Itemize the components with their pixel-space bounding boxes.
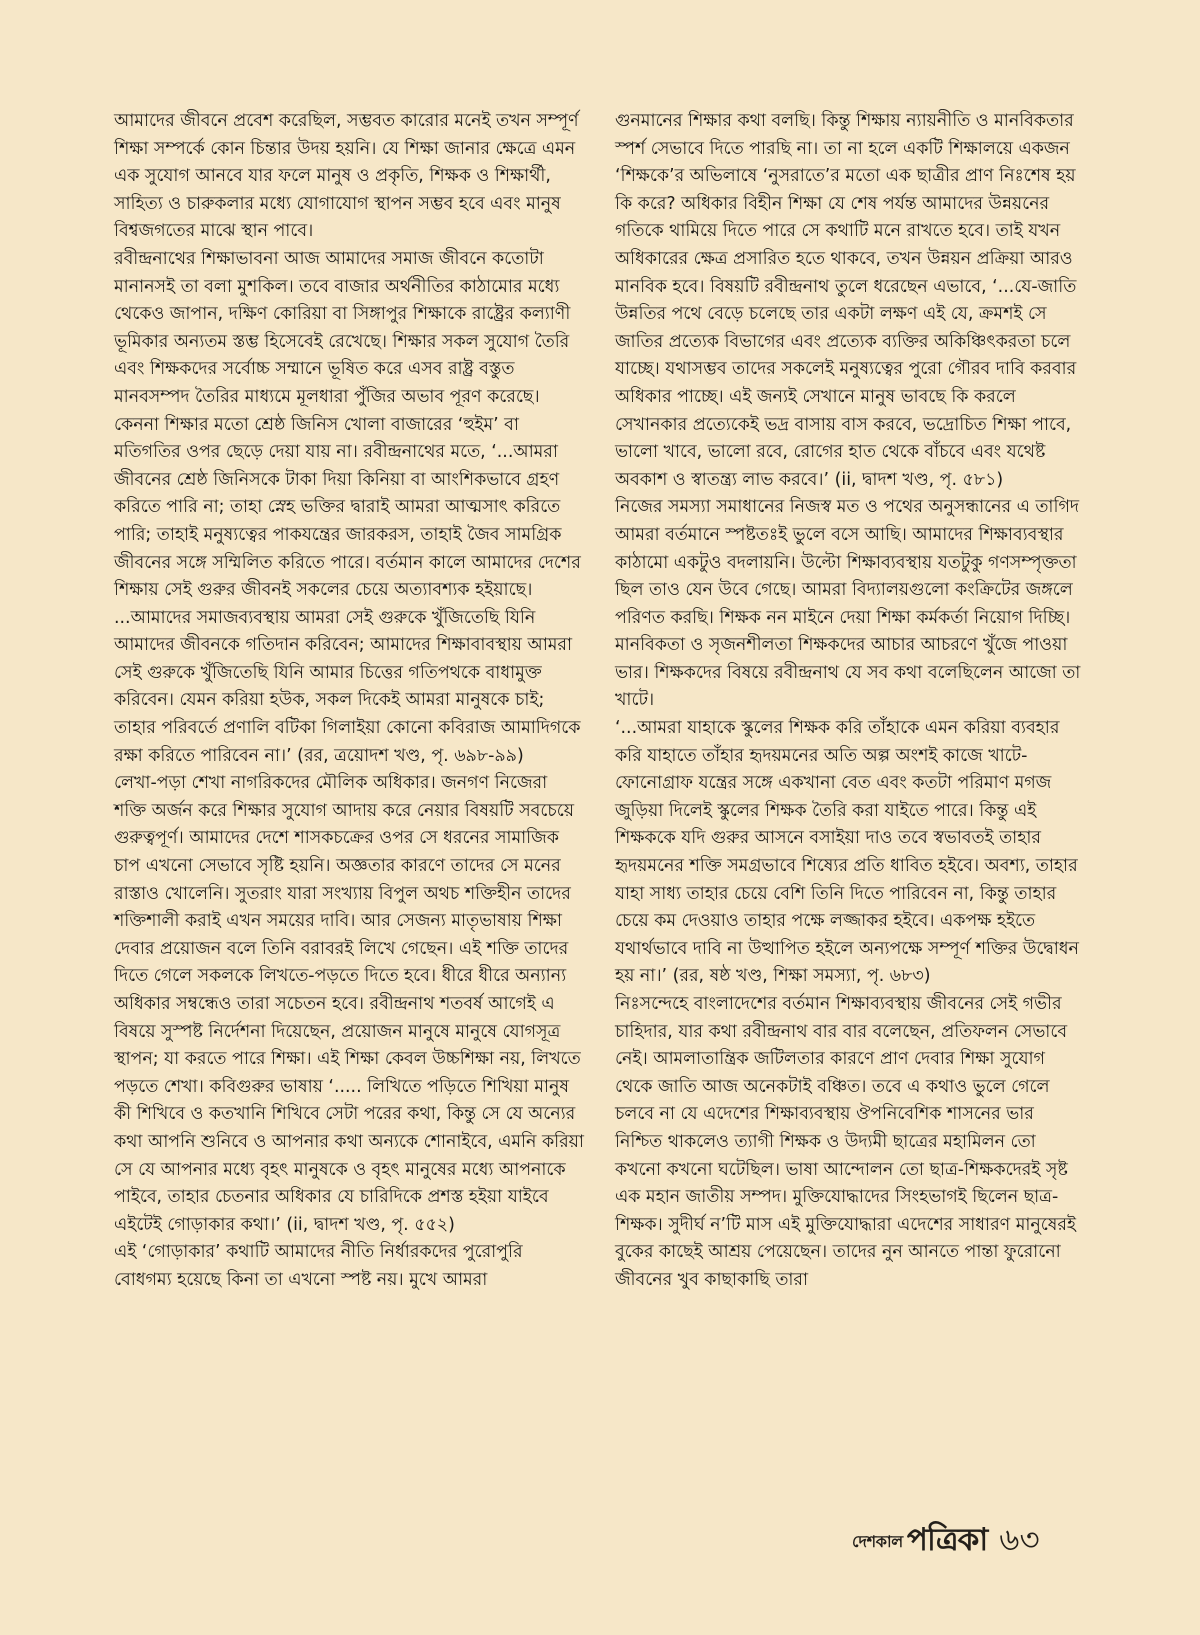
left-column — [114, 108, 584, 1295]
paragraph: নিঃসন্দেহে বাংলাদেশের বর্তমান শিক্ষাব্যবস্থায় জীবনের সেই গভীর চাহিদার, যার কথা রবীন্দ্রনাথ বার বার বলেছেন, প্রতিফলন সেভাবে নেই। আমলাতান্ত্রিক জটিলতার কারণে প্রাণ দেবার শিক্ষা সুযোগ থেকে জাতি আজ অনেকটাই বঞ্চিত। তবে এ কথাও ভুলে গেলে চলবে না যে এদেশের শিক্ষাব্যবস্থায় ঔপনিবেশিক শাসনের ভার নিশ্চিত থাকলেও ত্যাগী শিক্ষক ও উদ্যমী ছাত্রের মহামিলন তো কখনো কখনো ঘটেছিল। ভাষা আন্দোলন তো ছাত্র-শিক্ষকদেরই সৃষ্ট এক মহান জাতীয় সম্পদ। মুক্তিযোদ্ধাদের সিংহভাগই ছিলেন ছাত্র-শিক্ষক। সুদীর্ঘ ন’টি মাস এই মুক্তিযোদ্ধারা এদেশের সাধারণ মানুষেরই বুকের কাছেই আশ্রয় পেয়েছেন। তাদের নুন আনতে পান্তা ফুরোনো জীবনের খুব কাছাকাছি তারা — [615, 994, 1076, 1290]
paragraph: আমাদের জীবনে প্রবেশ করেছিল, সম্ভবত কারোর মনেই তখন সম্পূর্ণ শিক্ষা সম্পর্কে কোন চিন্তার উদয় হয়নি। যে শিক্ষা জানার ক্ষেত্রে এমন এক সুযোগ আনবে যার ফলে মানুষ ও প্রকৃতি, শিক্ষক ও শিক্ষার্থী, সাহিত্য ও চারুকলার মধ্যে যোগাযোগ স্থাপন সম্ভব হবে এবং মানুষ বিশ্বজগতের মাঝে স্থান পাবে। — [114, 111, 579, 242]
right-column — [615, 108, 1085, 1295]
magazine-logo: পত্রিকা — [906, 1522, 988, 1558]
page-footer — [852, 1520, 1040, 1564]
paragraph: গুনমানের শিক্ষার কথা বলছি। কিন্তু শিক্ষায় ন্যায়নীতি ও মানবিকতার স্পর্শ সেভাবে দিতে পারছি না। তা না হলে একটি শিক্ষালয়ে একজন ‘শিক্ষকে’র অভিলাষে ‘নুসরাতে’র মতো এক ছাত্রীর প্রাণ নিঃশেষ হয় কি করে? অধিকার বিহীন শিক্ষা যে শেষ পর্যন্ত আমাদের উন্নয়নের গতিকে থামিয়ে দিতে পারে সে কথাটি মনে রাখতে হবে। তাই যখন অধিকারের ক্ষেত্র প্রসারিত হতে থাকবে, তখন উন্নয়ন প্রক্রিয়া আরও মানবিক হবে। বিষয়টি রবীন্দ্রনাথ তুলে ধরেছেন এভাবে, ‘...যে-জাতি উন্নতির পথে বেড়ে চলেছে তার একটা লক্ষণ এই যে, ক্রমশই সে জাতির প্রত্যেক বিভাগের এবং প্রত্যেক ব্যক্তির অকিঞ্চিৎকরতা চলে যাচ্ছে। যথাসম্ভব তাদের সকলেই মনুষ্যত্বের পুরো গৌরব দাবি করবার অধিকার পাচ্ছে। এই জন্যই সেখানে মানুষ ভাবছে কি করলে সেখানকার প্রত্যেকেই ভদ্র বাসায় বাস করবে, ভদ্রোচিত শিক্ষা পাবে, ভালো খাবে, ভালো রবে, রোগের হাত থেকে বাঁচবে এবং যথেষ্ট অবকাশ ও স্বাতন্ত্র্য লাভ করবে।’ (ii, দ্বাদশ খণ্ড, পৃ. ৫৮১) — [615, 111, 1077, 490]
paragraph: ‘...আমরা যাহাকে স্কুলের শিক্ষক করি তাঁহাকে এমন করিয়া ব্যবহার করি যাহাতে তাঁহার হৃদয়মনের অতি অল্প অংশই কাজে খাটে-ফোনোগ্রাফ যন্ত্রের সঙ্গে একখানা বেত এবং কতটা পরিমাণ মগজ জুড়িয়া দিলেই স্কুলের শিক্ষক তৈরি করা যাইতে পারে। কিন্তু এই শিক্ষককে যদি গুরুর আসনে বসাইয়া দাও তবে স্বভাবতই তাহার হৃদয়মনের শক্তি সমগ্রভাবে শিষ্যের প্রতি ধাবিত হইবে। অবশ্য, তাহার যাহা সাধ্য তাহার চেয়ে বেশি তিনি দিতে পারিবেন না, কিন্তু তাহার চেয়ে কম দেওয়াও তাহার পক্ষে লজ্জাকর হইবে। একপক্ষ হইতে যথার্থভাবে দাবি না উত্থাপিত হইলে অন্যপক্ষে সম্পূর্ণ শক্তির উদ্বোধন হয় না।’ (রর, ষষ্ঠ খণ্ড, শিক্ষা সমস্যা, পৃ. ৬৮৩) — [615, 718, 1079, 987]
paragraph: রবীন্দ্রনাথের শিক্ষাভাবনা আজ আমাদের সমাজ জীবনে কতোটা মানানসই তা বলা মুশকিল। তবে বাজার অর্থনীতির কাঠামোর মধ্যে থেকেও জাপান, দক্ষিণ কোরিয়া বা সিঙ্গাপুর শিক্ষাকে রাষ্ট্রের কল্যাণী ভূমিকার অন্যতম স্তম্ভ হিসেবেই রেখেছে। শিক্ষার সকল সুযোগ তৈরি এবং শিক্ষকদের সর্বোচ্চ সম্মানে ভূষিত করে এসব রাষ্ট্র বস্তুত মানবসম্পদ তৈরির মাধ্যমে মূলধারা পুঁজির অভাব পূরণ করেছে। কেননা শিক্ষার মতো শ্রেষ্ঠ জিনিস খোলা বাজারের ‘হুইম’ বা মতিগতির ওপর ছেড়ে দেয়া যায় না। রবীন্দ্রনাথের মতে, ‘...আমরা জীবনের শ্রেষ্ঠ জিনিসকে টাকা দিয়া কিনিয়া বা আংশিকভাবে গ্রহণ করিতে পারি না; তাহা স্নেহ ভক্তির দ্বারাই আমরা আত্মসাৎ করিতে পারি; তাহাই মনুষ্যত্বের পাকযন্ত্রের জারকরস, তাহাই জৈব সামগ্রিক জীবনের সঙ্গে সম্মিলিত করিতে পারে। বর্তমান কালে আমাদের দেশের শিক্ষায় সেই গুরুর জীবনই সকলের চেয়ে অত্যাবশ্যক হইয়াছে। ...আমাদের সমাজব্যবস্থায় আমরা সেই গুরুকে খুঁজিতেছি যিনি আমাদের জীবনকে গতিদান করিবেন; আমাদের শিক্ষাবাবস্থায় আমরা সেই গুরুকে খুঁজিতেছি যিনি আমার চিত্তের গতিপথকে বাধামুক্ত করিবেন। যেমন করিয়া হউক, সকল দিকেই আমরা মানুষকে চাই; তাহার পরিবর্তে প্রণালি বটিকা গিলাইয়া কোনো কবিরাজ আমাদিগকে রক্ষা করিতে পারিবেন না।’ (রর, ত্রয়োদশ খণ্ড, পৃ. ৬৯৮-৯৯) — [114, 248, 581, 766]
paragraph: এই ‘গোড়াকার’ কথাটি আমাদের নীতি নির্ধারকদের পুরোপুরি বোধগম্য হয়েছে কিনা তা এখনো স্পষ্ট নয়। মুখে আমরা — [114, 1242, 523, 1290]
paragraph: নিজের সমস্যা সমাধানের নিজস্ব মত ও পথের অনুসন্ধানের এ তাগিদ আমরা বর্তমানে স্পষ্টতঃই ভুলে বসে আছি। আমাদের শিক্ষাব্যবস্থার কাঠামো একটুও বদলায়নি। উল্টো শিক্ষাব্যবস্থায় যতটুকু গণসম্পৃক্ততা ছিল তাও যেন উবে গেছে। আমরা বিদ্যালয়গুলো কংক্রিটের জঙ্গলে পরিণত করছি। শিক্ষক নন মাইনে দেয়া শিক্ষা কর্মকর্তা নিয়োগ দিচ্ছি। মানবিকতা ও সৃজনশীলতা শিক্ষকদের আচার আচরণে খুঁজে পাওয়া ভার। শিক্ষকদের বিষয়ে রবীন্দ্রনাথ যে সব কথা বলেছিলেন আজো তা খাটে। — [615, 497, 1081, 711]
page-number: ৬৩ — [999, 1522, 1040, 1558]
paragraph: লেখা-পড়া শেখা নাগরিকদের মৌলিক অধিকার। জনগণ নিজেরা শক্তি অর্জন করে শিক্ষার সুযোগ আদায় করে নেয়ার বিষয়টি সবচেয়ে গুরুত্বপূর্ণ। আমাদের দেশে শাসকচক্রের ওপর সে ধরনের সামাজিক চাপ এখনো সেভাবে সৃষ্টি হয়নি। অজ্ঞতার কারণে তাদের সে মনের রাস্তাও খোলেনি। সুতরাং যারা সংখ্যায় বিপুল অথচ শক্তিহীন তাদের শক্তিশালী করাই এখন সময়ের দাবি। আর সেজন্য মাতৃভাষায় শিক্ষা দেবার প্রয়োজন বলে তিনি বরাবরই লিখে গেছেন। এই শক্তি তাদের দিতে গেলে সকলকে লিখতে-পড়তে দিতে হবে। ধীরে ধীরে অন্যান্য অধিকার সম্বন্ধেও তারা সচেতন হবে। রবীন্দ্রনাথ শতবর্ষ আগেই এ বিষয়ে সুস্পষ্ট নির্দেশনা দিয়েছেন, প্রয়োজন মানুষে মানুষে যোগসূত্র স্থাপন; যা করতে পারে শিক্ষা। এই শিক্ষা কেবল উচ্চশিক্ষা নয়, লিখতে পড়তে শেখা। কবিগুরুর ভাষায় ‘..... লিখিতে পড়িতে শিখিয়া মানুষ কী শিখিবে ও কতখানি শিখিবে সেটা পরের কথা, কিন্তু সে যে অন্যের কথা আপনি শুনিবে ও আপনার কথা অন্যকে শোনাইবে, এমনি করিয়া সে যে আপনার মধ্যে বৃহৎ মানুষকে ও বৃহৎ মানুষের মধ্যে আপনাকে পাইবে, তাহার চেতনার অধিকার যে চারিদিকে প্রশস্ত হইয়া যাইবে এইটেই গোড়াকার কথা।’ (ii, দ্বাদশ খণ্ড, পৃ. ৫৫২) — [114, 773, 584, 1235]
magazine-logo-prefix: দেশকাল — [852, 1531, 903, 1551]
